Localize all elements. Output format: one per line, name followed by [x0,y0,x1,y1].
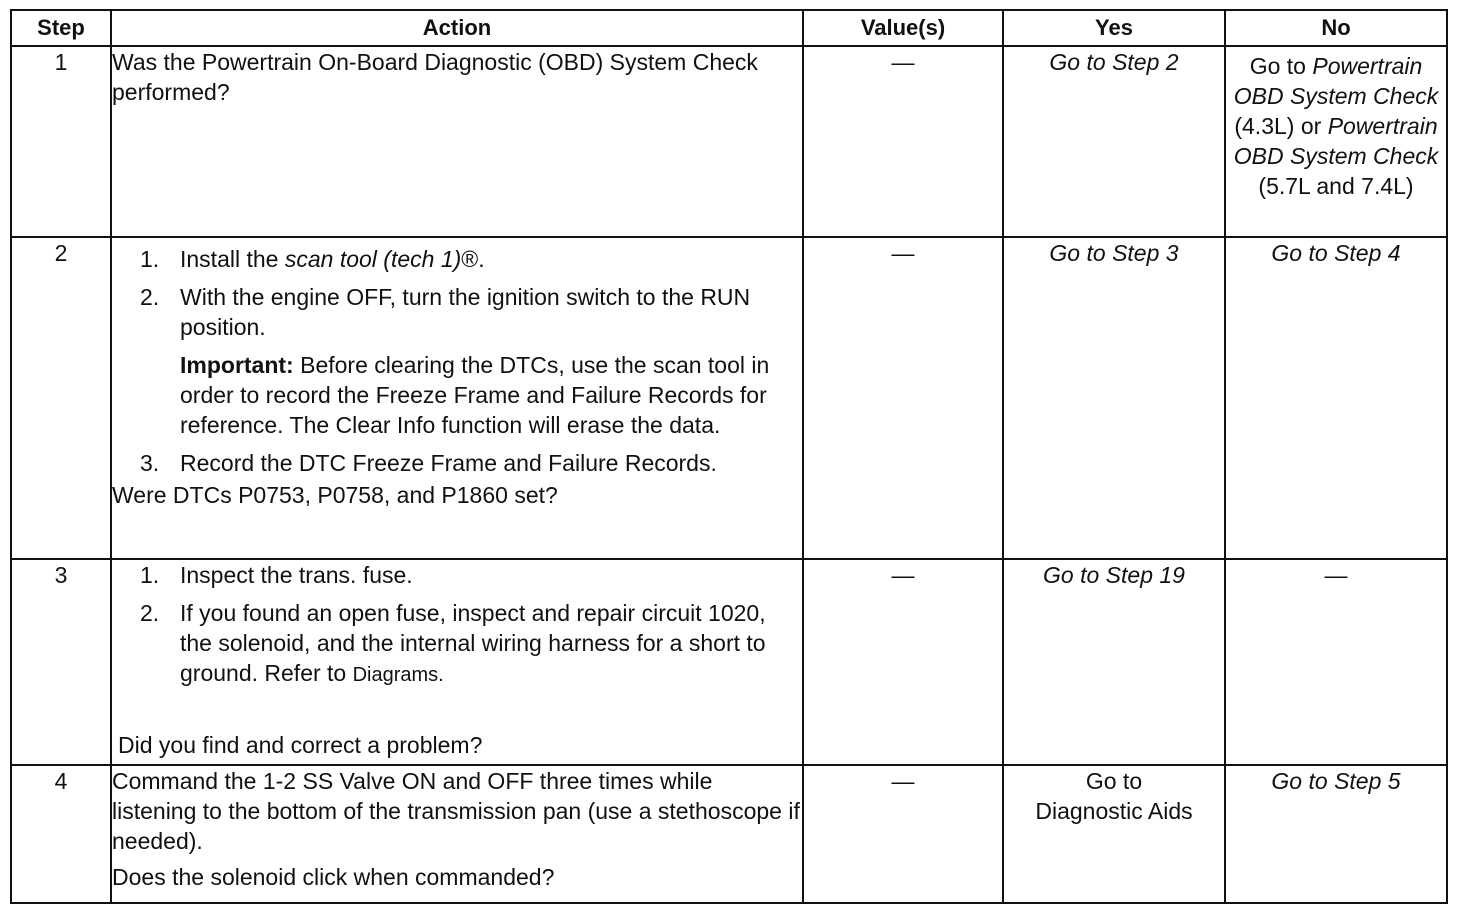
list-item [112,448,802,478]
header-yes: Yes [1003,10,1225,46]
diagrams-link[interactable]: Diagrams. [352,664,444,686]
list-item [112,244,802,274]
yes-link[interactable]: Go to Step 3 [1049,240,1179,266]
action-cell [111,559,803,765]
value-cell: — [803,46,1003,237]
header-no: No [1225,10,1447,46]
table-row [11,765,1447,903]
value-cell: — [803,765,1003,903]
action-question: Does the solenoid click when commanded? [112,864,555,890]
step-number: 3 [11,559,111,765]
action-text: Command the 1-2 SS Valve ON and OFF three times while listening to the bottom of the transmission pan (use a stethoscope if needed). [112,768,800,854]
table-row [11,46,1447,237]
step-number: 4 [11,765,111,903]
no-text: (4.3L) or [1234,113,1322,139]
table-row [11,237,1447,559]
no-text: (5.7L and 7.4L) [1258,173,1414,199]
list-item [112,560,802,590]
header-row [11,10,1447,46]
header-values: Value(s) [803,10,1003,46]
action-cell [111,765,803,903]
item-text: With the engine OFF, turn the ignition switch to the RUN position. [180,284,751,340]
table-row [11,559,1447,765]
scan-tool-link[interactable]: scan tool (tech 1) [284,246,462,272]
no-cell: — [1225,559,1447,765]
action-steps [112,244,802,342]
list-item [112,598,802,690]
yes-cell [1003,46,1225,237]
no-link[interactable]: Go to Step 5 [1271,768,1401,794]
action-cell [111,46,803,237]
no-cell [1225,46,1447,237]
action-question: Was the Powertrain On-Board Diagnostic (OBD) System Check performed? [112,49,758,105]
no-link-57l[interactable]: Powertrain OBD System Check [1233,113,1439,169]
action-question: Did you find and correct a problem? [118,732,483,758]
action-steps [112,560,802,690]
value-cell: — [803,559,1003,765]
action-question: Were DTCs P0753, P0758, and P1860 set? [112,482,558,508]
yes-cell [1003,559,1225,765]
no-link[interactable]: Go to Step 4 [1271,240,1401,266]
diagnostic-aids-link[interactable]: Diagnostic Aids [1035,798,1193,824]
diagnostic-table [10,9,1448,904]
yes-cell [1003,237,1225,559]
yes-text: Go to [1085,768,1143,794]
no-cell [1225,237,1447,559]
item-number: 1. [140,246,160,272]
action-steps [112,448,802,478]
no-text: Go to [1249,53,1306,79]
header-action: Action [111,10,803,46]
header-step: Step [11,10,111,46]
item-text: Record the DTC Freeze Frame and Failure Records. [180,450,717,476]
item-number: 1. [140,562,160,588]
note-label: Important: [180,352,294,378]
yes-link[interactable]: Go to Step 19 [1043,562,1185,588]
yes-cell [1003,765,1225,903]
step-number: 2 [11,237,111,559]
no-link-43l[interactable]: Powertrain OBD System Check [1233,53,1439,109]
note-text: Before clearing the DTCs, use the scan tool in order to record the Freeze Frame and Failure Records for reference. The Clear Info function will erase the data. [180,352,770,438]
item-number: 3. [140,450,160,476]
step-number: 1 [11,46,111,237]
important-note [112,350,802,440]
item-text: Inspect the trans. fuse. [180,562,413,588]
item-number: 2. [140,600,160,626]
list-item [112,282,802,342]
item-text: ®. [461,246,485,272]
item-text: If you found an open fuse, inspect and repair circuit 1020, the solenoid, and the internal wiring harness for a short to ground. Refer to [180,600,766,686]
item-number: 2. [140,284,160,310]
item-text: Install the [180,246,285,272]
action-cell [111,237,803,559]
no-cell [1225,765,1447,903]
yes-link[interactable]: Go to Step 2 [1049,49,1179,75]
value-cell: — [803,237,1003,559]
